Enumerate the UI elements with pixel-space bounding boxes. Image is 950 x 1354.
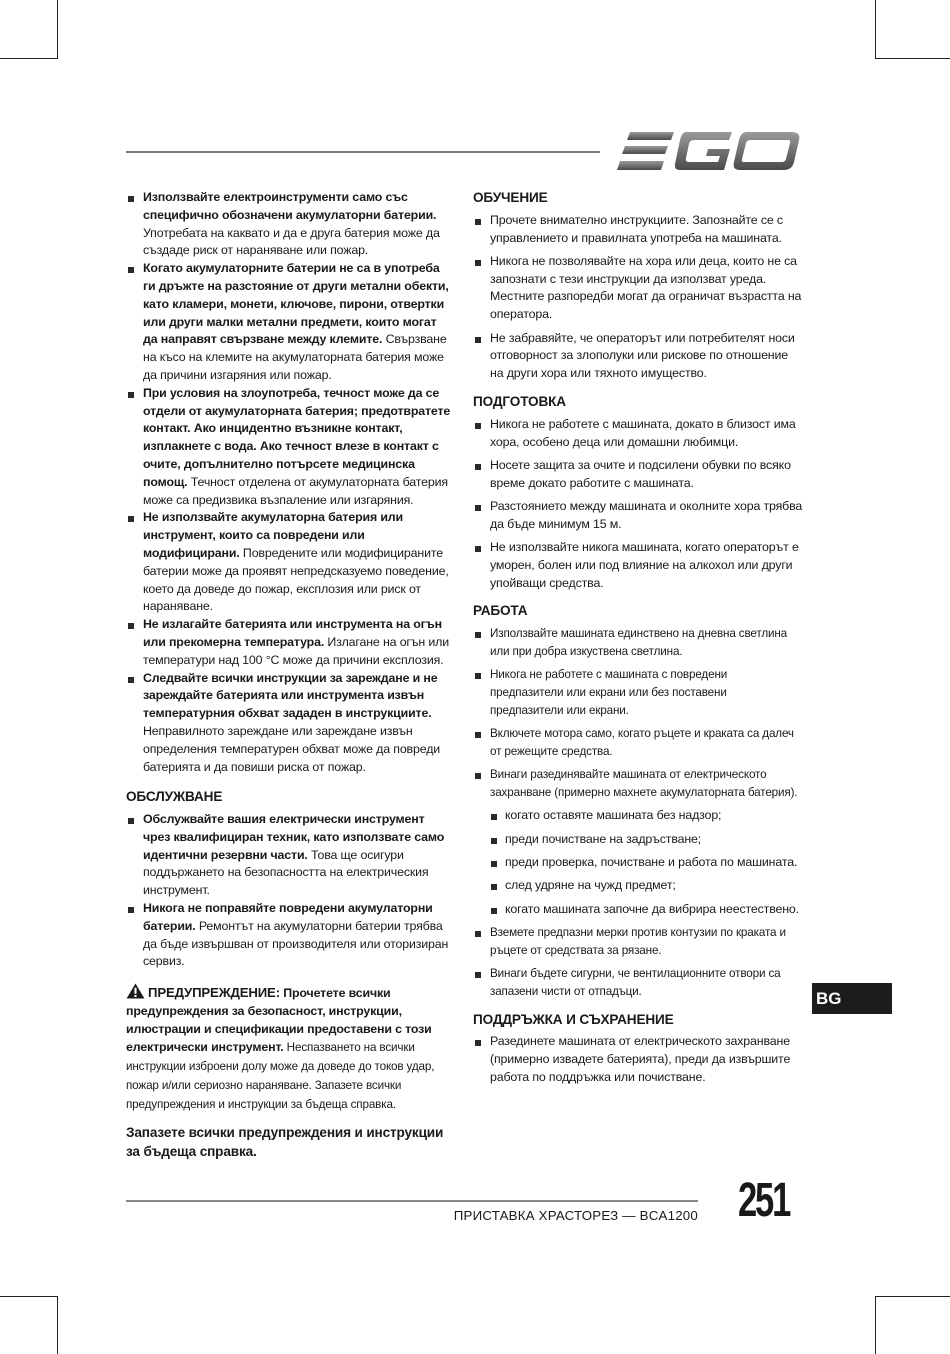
crop-mark	[875, 1296, 876, 1354]
list-item: Прочете внимателно инструкциите. Запознайте се с управлението и правилната употреба на машината.	[473, 212, 803, 248]
list-item: Винаги бъдете сигурни, че вентилационните отвори са запазени чисти от отпадъци.	[473, 965, 803, 1001]
sub-list-item: когато оставяте машината без надзор;	[473, 807, 803, 825]
list-item: Използвайте електроинструменти само със специфично обозначени акумулаторни батерии. Употребата на каквато и да е друга батерия може да създаде риск от нараняване или пожар.	[126, 189, 454, 260]
battery-safety-list	[126, 189, 454, 776]
keep-instructions-note: Запазете всички предупреждения и инструкции за бъдеща справка.	[126, 1125, 444, 1160]
crop-mark	[875, 0, 876, 59]
list-item: Винаги разединявайте машината от електрическото захранване (примерно махнете акумулаторната батерия).	[473, 766, 803, 802]
crop-mark	[875, 1296, 950, 1297]
operation-list	[473, 625, 803, 802]
operation-sub-list	[473, 807, 803, 918]
list-item: Когато акумулаторните батерии не са в употреба ги дръжте на разстояние от други метални обекти, като кламери, монети, ключове, пирони, отвертки или други малки метални предмети, които могат да направят свързване между клемите. Свързване на късо на клемите на акумулаторната батерия може да причини изгаряния или пожар.	[126, 260, 454, 385]
list-item: Не използвайте акумулаторна батерия или инструмент, които са повредени или модифицирани. Повредените или модифицираните батерии може да проявят непредсказуемо поведение, което да доведе до пожар, експлозия или риск от нараняване.	[126, 509, 454, 616]
service-list	[126, 811, 454, 971]
crop-mark	[875, 58, 950, 59]
list-item: Не забравяйте, че операторът или потребителят носи отговорност за злополуки или рискове по отношение на други хора или тяхното имущество.	[473, 330, 803, 383]
list-item: Използвайте машината единствено на дневна светлина или при добра изкуствена светлина.	[473, 625, 803, 661]
crop-mark	[0, 58, 58, 59]
list-item: Никога не позволявайте на хора или деца, които не са запознати с тези инструкции да използват уреда. Местните разпоредби могат да ограничат възрастта на оператора.	[473, 253, 803, 324]
sub-list-item: преди почистване на задръстване;	[473, 831, 803, 849]
operation-list-continued	[473, 924, 803, 1001]
sub-list-item: след удряне на чужд предмет;	[473, 877, 803, 895]
list-item: Следвайте всички инструкции за зареждане и не зареждайте батерията или инструмента извън температурния обхват зададен в инструкциите. Неправилното зареждане или зареждане извън определения температурен обхват може да повреди батерията и да повиши риска от пожар.	[126, 670, 454, 777]
list-item: Включете мотора само, когато ръцете и краката са далеч от режещите средства.	[473, 725, 803, 761]
list-item: Не излагайте батерията или инструмента на огън или прекомерна температура. Излагане на огън или температури над 100 °C може да причини експлозия.	[126, 616, 454, 669]
section-heading-training: ОБУЧЕНИЕ	[473, 190, 548, 205]
maintenance-list	[473, 1033, 803, 1086]
right-column	[473, 189, 803, 1092]
left-column	[126, 189, 454, 1161]
list-item: Разединете машината от електрическото захранване (примерно извадете батерията), преди да извършите работа по поддръжка или почистване.	[473, 1033, 803, 1086]
list-item: Никога не работете с машината, докато в близост има хора, особено деца или домашни любимци.	[473, 416, 803, 452]
list-item: Не използвайте никога машината, когато операторът е уморен, болен или под влияние на алкохол или други упойващи средства.	[473, 539, 803, 592]
footer-product-name: ПРИСТАВКА ХРАСТОРЕЗ — BCA1200	[453, 1208, 698, 1223]
footer-rule	[126, 1200, 698, 1202]
section-heading-service: ОБСЛУЖВАНЕ	[126, 789, 223, 805]
training-list	[473, 212, 803, 383]
list-item: При условия на злоупотреба, течност може да се отдели от акумулаторната батерия; предотвратете контакт. Ако инцидентно възникне контакт, изплакнете с вода. Ако течност влезе в контакт с очите, допълнително потърсете медицинска помощ. Течност отделена от акумулаторната батерия може са предизвика възпаление или изгаряния.	[126, 385, 454, 510]
list-item: Никога не работете с машината с повредени предпазители или екрани или без поставени предпазители или екрани.	[473, 666, 803, 719]
sub-list-item: когато машината започне да вибрира неестествено.	[473, 901, 803, 919]
list-item: Носете защита за очите и подсилени обувки по всяко време докато работите с машината.	[473, 457, 803, 493]
crop-mark	[57, 0, 58, 59]
header-rule	[126, 151, 600, 153]
warning-block: ПРЕДУПРЕЖДЕНИЕ: Прочетете всички предупреждения за безопасност, инструкции, илюстрации и спецификации предоставени с този електрически инструмент. Неспазването на всички инструкции изброени долу може да доведе до токов удар, пожар и/или сериозно нараняване. Запазете всички предупреждения и инструкции за бъдеща справка.	[126, 985, 435, 1112]
preparation-list	[473, 416, 803, 593]
crop-mark	[0, 1296, 58, 1297]
section-heading-preparation: ПОДГОТОВКА	[473, 393, 566, 409]
list-item: Обслужвайте вашия електрически инструмент чрез квалифициран техник, като използвате само идентични резервни части. Това ще осигури поддържането на безопасността на електрическия инструмент.	[126, 811, 454, 900]
language-tab: BG	[812, 983, 892, 1014]
crop-mark	[57, 1296, 58, 1354]
list-item: Никога не поправяйте повредени акумулаторни батерии. Ремонтът на акумулаторни батерии трябва да бъде извършван от производителя или оторизиран сервиз.	[126, 900, 454, 971]
section-heading-maintenance: ПОДДРЪЖКА И СЪХРАНЕНИЕ	[473, 1011, 674, 1027]
list-item: Разстоянието между машината и околните хора трябва да бъде минимум 15 м.	[473, 498, 803, 534]
page-number: 251	[738, 1174, 790, 1227]
sub-list-item: преди проверка, почистване и работа по машината.	[473, 854, 803, 872]
ego-logo	[616, 128, 802, 174]
warning-label: ПРЕДУПРЕЖДЕНИЕ:	[148, 985, 280, 1001]
warning-triangle-icon	[126, 983, 145, 999]
list-item: Вземете предпазни мерки против контузии по краката и ръцете от средствата за рязане.	[473, 924, 803, 960]
section-heading-operation: РАБОТА	[473, 603, 528, 619]
